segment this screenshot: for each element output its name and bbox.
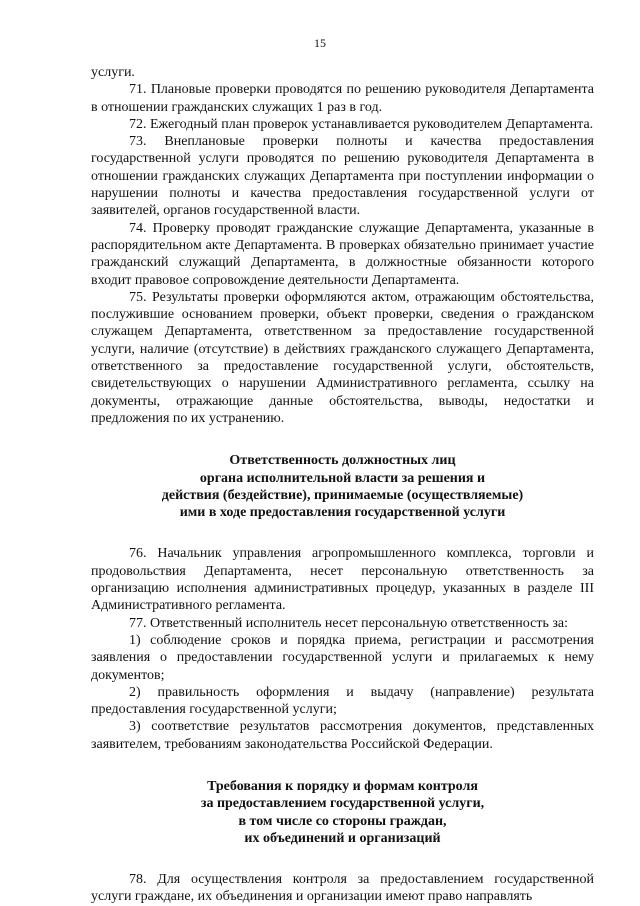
paragraph: 77. Ответственный исполнитель несет персональную ответственность за:	[129, 615, 568, 631]
paragraph: 75. Результаты проверки оформляются актом, отражающим обстоятельства, послужившие основанием проверки, объект проверки, сведения о гражданском служащем Департамента, ответственном за предоставление государственной услуги, наличие (отсутствие) в действиях гражданского служащего Департамента, ответственного за предоставление государственной услуги, обстоятельств, свидетельствующих о нарушении Административного регламента, ссылку на документы, отражающие данные обстоятельства, выводы, недостатки и предложения по их устранению.	[91, 289, 594, 426]
paragraph: 71. Плановые проверки проводятся по решению руководителя Департамента в отношении гражданских служащих 1 раз в год.	[91, 82, 594, 115]
section-heading-responsibility	[91, 452, 594, 521]
section-heading-requirements	[91, 778, 594, 847]
paragraph: 74. Проверку проводят гражданские служащие Департамента, указанные в распорядительном акте Департамента. В проверках обязательно принимает участие гражданский служащий Департамента, в должностные обязанности которого входит правовое сопровождение деятельности Департамента.	[91, 220, 594, 288]
heading-line: органа исполнительной власти за решения и	[199, 470, 486, 486]
document-body	[91, 64, 594, 906]
paragraph: 72. Ежегодный план проверок устанавливается руководителем Департамента.	[129, 116, 594, 132]
page-number: 15	[314, 36, 326, 50]
heading-line: в том числе со стороны граждан,	[238, 813, 447, 829]
paragraph: 78. Для осуществления контроля за предоставлением государственной услуги граждане, их объединения и организации имеют право направлять	[91, 872, 594, 905]
section-control-checks	[91, 64, 594, 427]
paragraph: 73. Внеплановые проверки полноты и качества предоставления государственной услуги проводятся по решению руководителя Департамента в отношении гражданских служащих Департамента при поступлении информации о нарушении полноты и качества предоставления государственной услуги от заявителей, органов государственной власти.	[91, 134, 594, 219]
heading-line: ими в ходе предоставления государственной услуги	[179, 505, 506, 521]
paragraph: 76. Начальник управления агропромышленного комплекса, торговли и продовольствия Департамента, несет персональную ответственность за организацию исполнения административных процедур, указанных в разделе III Административного регламента.	[91, 546, 594, 614]
list-item: 3) соответствие результатов рассмотрения документов, представленных заявителем, требованиям законодательства Российской Федерации.	[91, 719, 594, 752]
paragraph: услуги.	[91, 65, 135, 80]
heading-line: за предоставлением государственной услуги,	[200, 796, 485, 812]
heading-line: их объединений и организаций	[244, 830, 441, 846]
heading-line: Требования к порядку и формам контроля	[207, 778, 478, 794]
heading-line: Ответственность должностных лиц	[229, 453, 456, 469]
list-item: 2) правильность оформления и выдачу (направление) результата предоставления государственной услуги;	[91, 684, 594, 718]
list-item: 1) соблюдение сроков и порядка приема, регистрации и рассмотрения заявления о предоставлении государственной услуги и прилагаемых к нему документов;	[91, 632, 594, 683]
section-responsibility	[91, 545, 594, 753]
section-citizen-control	[91, 871, 594, 906]
heading-line: действия (бездействие), принимаемые (осуществляемые)	[161, 487, 524, 503]
